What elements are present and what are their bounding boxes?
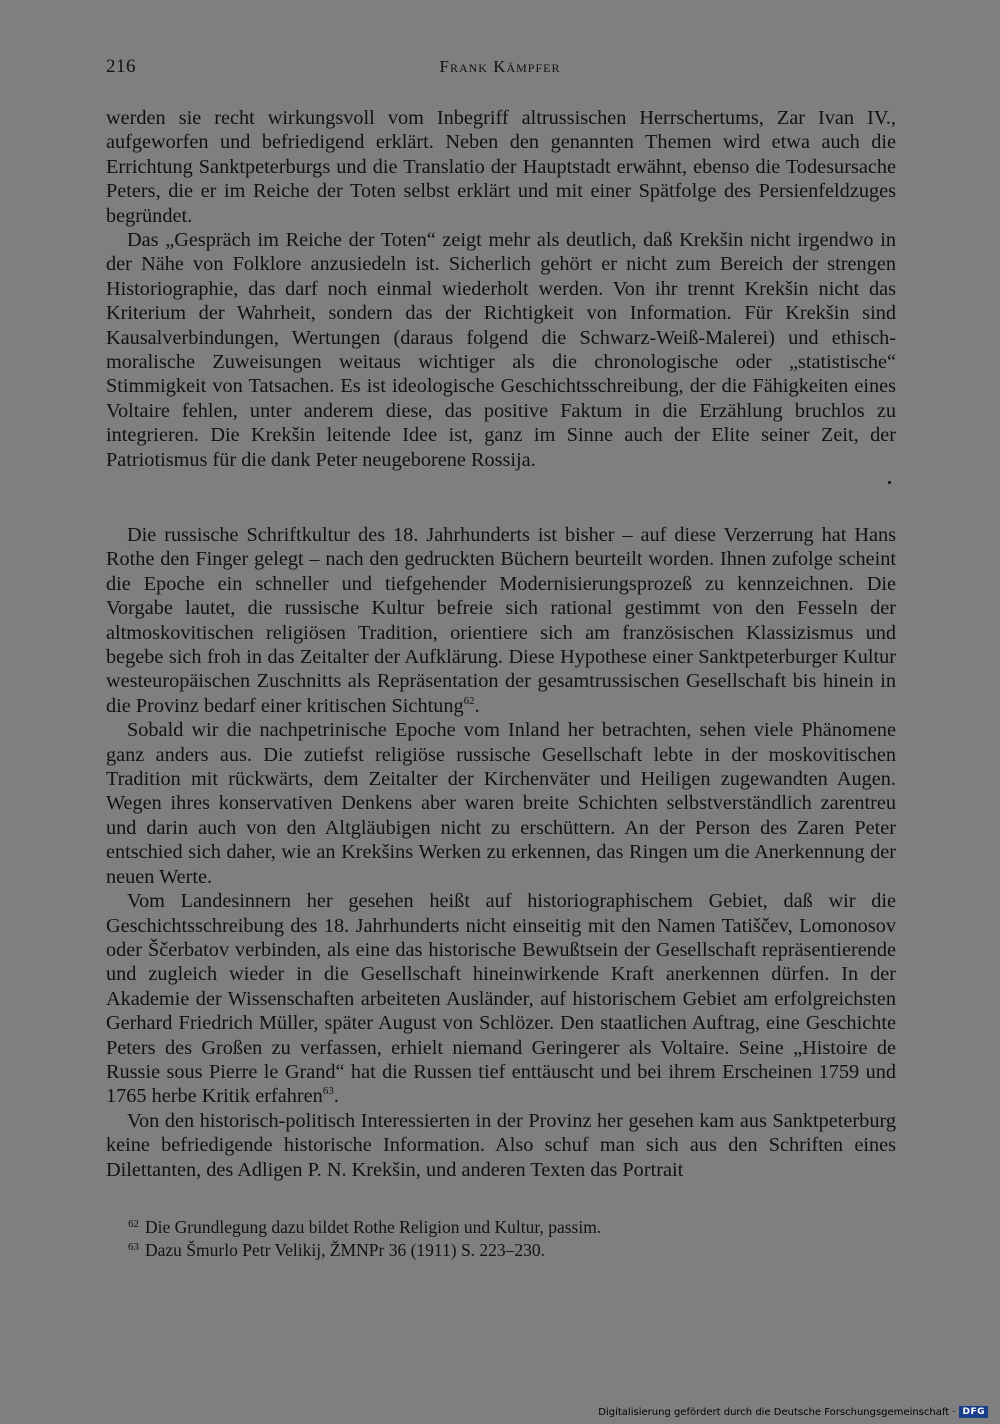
- running-head: Frank Kämpfer: [439, 57, 561, 76]
- footnote-reference[interactable]: 62: [463, 694, 475, 707]
- paragraph-text: Vom Landesinnern her gesehen heißt auf historiographischem Gebiet, daß wir die Geschichtsschreibung des 18. Jahrhunderts nicht einseitig mit den Namen Tatiščev, Lomonosov oder Ščerbatov verbinden, als eine das historische Bewußtsein der Gesellschaft repräsentierende und zugleich wieder in die Gesellschaft hineinwirkende Kraft anerkennen dürfen. In der Akademie der Wissenschaften arbeiteten Ausländer, auf historischem Gebiet am erfolgreichsten Gerhard Friedrich Müller, später August von Schlözer. Den staatlichen Auftrag, eine Geschichte Peters des Großen zu verfassen, erhielt niemand Geringerer als Voltaire. Seine „Histoire de Russie sous Pierre le Grand“ hat die Russen tief enttäuscht und bei ihrem Erscheinen 1759 und 1765 herbe Kritik erfahren: [106, 890, 896, 1108]
- footnote: [128, 1214, 888, 1237]
- paragraph-text: Die russische Schriftkultur des 18. Jahrhunderts ist bisher – auf diese Verzerrung hat Hans Rothe den Finger gelegt – nach den gedruckten Büchern beurteilt worden. Ihnen zufolge scheint die Epoche ein schneller und tiefgehender Modernisierungsprozeß zu kennzeichnen. Die Vorgabe lautet, die russische Kultur befreie sich rational gestimmt von den Fesseln der altmoskovitischen religiösen Tradition, orientiere sich am französischen Klassizismus und begebe sich froh in das Zeitalter der Aufklärung. Diese Hypothese einer Sanktpeterburger Kultur westeuropäischen Zuschnitts als Repräsentation der gesamtrussischen Gesellschaft bis hinein in die Provinz bedarf einer kritischen Sichtung: [106, 524, 896, 717]
- footnote-mark: 62: [128, 1218, 139, 1230]
- paragraph: Von den historisch-politisch Interessierten in der Provinz her gesehen kam aus Sanktpeterburg keine befriedigende historische Information. Also schuf man sich aus den Schriften eines Dilettanten, des Adligen P. N. Krekšin, und anderen Texten das Portrait: [106, 1109, 896, 1181]
- footnote-text: Die Grundlegung dazu bildet Rothe Religion und Kultur, passim.: [145, 1217, 602, 1237]
- paragraph: Sobald wir die nachpetrinische Epoche vom Inland her betrachten, sehen viele Phänomene ganz anders aus. Die zutiefst religiöse russische Gesellschaft lebte in der moskovitischen Tradition mit rückwärts, dem Zeitalter der Kirchenväter und Heiligen zugewandten Augen. Wegen ihres konservativen Denkens aber waren breite Schichten selbstverständlich zarentreu und darin auch von den Altgläubigen nicht zu erschüttern. An der Person des Zaren Peter entschied sich daher, wie an Krekšins Werken zu erkennen, das Ringen um die Anerkennung der neuen Werte.: [106, 719, 896, 888]
- footnote-reference[interactable]: 63: [322, 1085, 334, 1098]
- text-block-lower: [106, 523, 896, 1182]
- digitization-credit: [598, 1406, 988, 1418]
- footnotes: [128, 1214, 888, 1260]
- paragraph-tail: .: [333, 1085, 339, 1108]
- dfg-logo: DFG: [959, 1406, 988, 1418]
- paragraph-tail: .: [474, 694, 480, 717]
- paragraph: Das „Gespräch im Reiche der Toten“ zeigt mehr als deutlich, daß Krekšin nicht irgendwo in der Nähe von Folklore anzusiedeln ist. Sicherlich gehört er nicht zum Bereich der strengen Historiographie, das darf noch einmal wiederholt werden. Von ihr trennt Krekšin nicht das Kriterium der Wahrheit, sondern das der Richtigkeit von Information. Für Krekšin sind Kausalverbindungen, Wertungen (daraus folgend die Schwarz-Weiß-Malerei) und ethisch-moralische Zuweisungen weitaus wichtiger als die chronologische oder „statistische“ Stimmigkeit von Tatsachen. Es ist ideologische Geschichtsschreibung, der die Fähigkeiten eines Voltaire fehlen, unter anderem diese, das positive Faktum in die Erzählung bruchlos zu integrieren. Die Krekšin leitende Idee ist, ganz im Sinne auch der Elite seiner Zeit, der Patriotismus für die dank Peter neugeborene Rossija.: [106, 229, 896, 471]
- paragraph: [106, 523, 896, 718]
- paragraph: werden sie recht wirkungsvoll vom Inbegriff altrussischen Herrschertums, Zar Ivan IV., aufgeworfen und befriedigend erklärt. Neben den genannten Themen wird etwa auch die Errichtung Sanktpeterburgs und die Translatio der Hauptstadt erwähnt, ebenso die Todesursache Peters, die er im Reiche der Toten selbst erklärt und mit einer Spätfolge des Persienfeldzuges begründet.: [106, 107, 896, 227]
- stray-mark: [888, 481, 891, 484]
- credit-text: Digitalisierung gefördert durch die Deutsche Forschungsgemeinschaft ·: [598, 1406, 956, 1418]
- footnote: [128, 1237, 888, 1260]
- page-number: 216: [106, 56, 136, 77]
- footnote-mark: 63: [128, 1241, 139, 1253]
- text-block-upper: [106, 106, 896, 472]
- paragraph: [106, 889, 896, 1109]
- footnote-text: Dazu Šmurlo Petr Velikij, ŽMNPr 36 (1911) S. 223–230.: [145, 1240, 546, 1260]
